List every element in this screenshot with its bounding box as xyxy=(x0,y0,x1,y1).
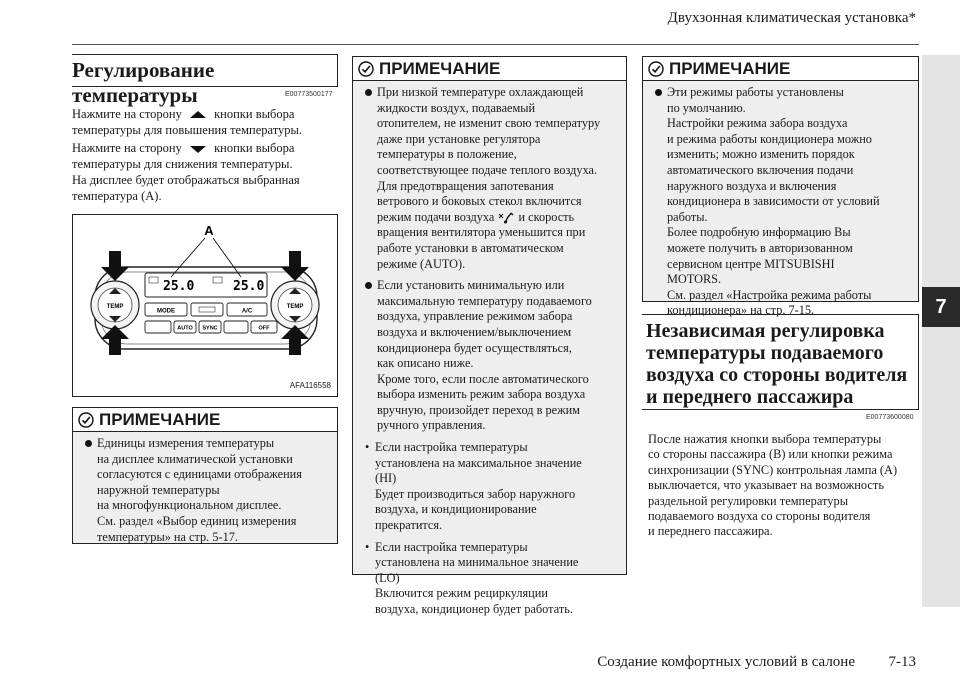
text-line: синхронизации (SYNC) контрольная лампа (A) xyxy=(648,462,898,477)
title-line: температуры подаваемого xyxy=(646,342,884,364)
text-line: как описано ниже. xyxy=(377,356,474,371)
title-line: и переднего пассажира xyxy=(646,386,854,408)
text: кнопки выбора xyxy=(214,141,295,155)
text: Нажмите на сторону xyxy=(72,107,182,121)
text-line: согласуются с единицами отображения xyxy=(97,467,302,482)
text-line: выключается, что указывает на возможность xyxy=(648,478,884,493)
note-default-modes xyxy=(642,56,919,318)
text-line: прекратится. xyxy=(375,518,443,533)
climate-panel-illustration xyxy=(73,215,337,396)
text: кнопки выбора xyxy=(214,107,295,121)
section-code: E00773500177 xyxy=(285,91,333,98)
section-title-temperature: Регулирование температуры xyxy=(72,54,338,87)
text-line: работе установки в автоматическом xyxy=(377,240,564,255)
text-line: MOTORS. xyxy=(667,272,722,287)
btn-ac-label: A/C xyxy=(241,308,253,315)
btn-sync-label: SYNC xyxy=(202,325,218,332)
knob-left-label: TEMP xyxy=(106,304,124,310)
btn-auto-label: AUTO xyxy=(177,325,193,332)
footer-section-title: Создание комфортных условий в салоне xyxy=(597,654,855,670)
text-line: сервисном центре MITSUBISHI xyxy=(667,256,835,271)
text: и скорость xyxy=(518,209,575,224)
text-line: воздуха, и кондиционирование xyxy=(375,502,537,517)
bullet-item xyxy=(363,278,618,434)
text-line: Кроме того, если после автоматического xyxy=(377,371,589,386)
text-line: Будет производиться забор наружного xyxy=(375,486,576,501)
check-icon xyxy=(78,412,94,428)
text-line: отопителем, не изменит свою температуру xyxy=(377,116,601,131)
chapter-number: 7 xyxy=(922,287,960,327)
text-line: раздельной регулировки температуры xyxy=(648,493,849,508)
bullet-item xyxy=(83,436,329,545)
note-title: ПРИМЕЧАНИЕ xyxy=(379,59,501,78)
chapter-title: Двухзонная климатическая установка* xyxy=(667,10,916,26)
title-line: Независимая регулировка xyxy=(646,320,885,342)
note-header xyxy=(353,57,626,81)
sub-item-lo xyxy=(363,540,618,618)
text-line-mode xyxy=(377,210,618,226)
text-line: работы. xyxy=(667,209,708,224)
note-header xyxy=(643,57,918,81)
text-line: режиме (AUTO). xyxy=(377,256,466,271)
paragraph-decrease xyxy=(72,140,338,204)
figure-code: AFA116558 xyxy=(289,381,331,390)
btn-off-label: OFF xyxy=(258,325,270,332)
text-line: Настройки режима забора воздуха xyxy=(667,116,848,131)
page-footer xyxy=(597,654,916,671)
text-line: изменить; можно изменить порядок xyxy=(667,147,855,162)
text-line: и режима работы кондиционера можно xyxy=(667,131,872,146)
callout-label: A xyxy=(204,223,214,238)
note-title: ПРИМЕЧАНИЕ xyxy=(99,410,221,429)
text-line: ветрового и боковых стекол включится xyxy=(377,194,582,209)
text-line: (LO) xyxy=(375,570,400,585)
text: температуры для повышения температуры. xyxy=(72,123,303,137)
note-title: ПРИМЕЧАНИЕ xyxy=(669,59,791,78)
text-line: температуры для снижения температуры. xyxy=(72,157,293,171)
text-line: выбора изменить режим забора воздуха xyxy=(377,387,586,402)
text-line: Более подробную информацию Вы xyxy=(667,225,851,240)
text-line: (HI) xyxy=(375,471,397,486)
text-line: воздуха, управление режимом забора xyxy=(377,309,573,324)
text-line: максимальную температуру подаваемого xyxy=(377,293,592,308)
text-line: соответствующее подаче теплого воздуха. xyxy=(377,162,598,177)
text-line: на дисплее климатической установки xyxy=(97,451,293,466)
text-line: вручную, произойдет переход в режим xyxy=(377,402,580,417)
text-line: жидкости воздух, подаваемый xyxy=(377,100,536,115)
note-header xyxy=(73,408,337,432)
text-line: кондиционера будет осуществляться, xyxy=(377,340,572,355)
text-line: На дисплее будет отображаться выбранная xyxy=(72,173,300,187)
note-low-temperature xyxy=(352,56,627,616)
text-line: Включится режим рециркуляции xyxy=(375,586,548,601)
text-line: наружного воздуха и включения xyxy=(667,178,837,193)
page-number: 7-13 xyxy=(888,654,916,670)
note-units xyxy=(72,407,338,544)
text-line: температуры» на стр. 5-17. xyxy=(97,529,238,544)
text-line: вращения вентилятора уменьшится при xyxy=(377,225,586,240)
title-line: воздуха со стороны водителя xyxy=(646,364,908,386)
text-line: Эти режимы работы установлены xyxy=(667,85,844,99)
text-line: См. раздел «Выбор единиц измерения xyxy=(97,513,297,528)
paragraph-independent xyxy=(648,432,920,540)
text-line: ручного управления. xyxy=(377,418,486,433)
check-icon xyxy=(648,61,664,77)
text-line: При низкой температуре охлаждающей xyxy=(377,85,584,99)
text-line: даже при установке регулятора xyxy=(377,131,541,146)
text-line: со стороны пассажира (B) или кнопки режима xyxy=(648,447,893,462)
text-line: можете получить в авторизованном xyxy=(667,240,853,255)
triangle-up-icon xyxy=(185,110,211,120)
section-code: E00773600080 xyxy=(866,414,914,421)
note-body xyxy=(643,81,918,323)
note-body xyxy=(353,81,626,622)
btn-mode-label: MODE xyxy=(157,308,175,315)
text-line: воздуха, кондиционер будет работать. xyxy=(375,602,573,616)
text-line: температура (A). xyxy=(72,189,162,203)
text-line: кондиционера» на стр. 7-15. xyxy=(667,303,815,318)
sub-item-hi xyxy=(363,440,618,534)
text-line: Если установить минимальную или xyxy=(377,278,565,293)
text: режим подачи воздуха xyxy=(377,209,495,224)
triangle-down-icon xyxy=(185,144,211,154)
defrost-mode-icon xyxy=(497,212,515,224)
text-line: автоматического включения подачи xyxy=(667,162,854,177)
text-line: • Если настройка температуры xyxy=(375,539,528,554)
text-line: и переднего пассажира. xyxy=(648,524,773,539)
text-line: наружной температуры xyxy=(97,482,220,497)
check-icon xyxy=(358,61,374,77)
knob-right-label: TEMP xyxy=(286,304,304,310)
text-line: установлена на максимальное значение xyxy=(375,455,582,470)
text-line: температуры в положение, xyxy=(377,147,517,162)
section-title-independent xyxy=(642,314,919,410)
header-rule xyxy=(72,44,919,45)
text-line: Для предотвращения запотевания xyxy=(377,178,554,193)
paragraph-increase xyxy=(72,106,338,138)
chapter-side-tab xyxy=(922,55,960,607)
text: Нажмите на сторону xyxy=(72,141,182,155)
bullet-item xyxy=(653,85,910,319)
text-line: установлена на минимальное значение xyxy=(375,555,579,570)
display-right-temp: 25.0 xyxy=(233,279,265,294)
text-line: кондиционера в зависимости от условий xyxy=(667,194,880,209)
climate-panel-figure xyxy=(72,214,338,397)
text-line: • Если настройка температуры xyxy=(375,440,528,455)
text-line: подаваемого воздуха со стороны водителя xyxy=(648,509,871,524)
text-line: Единицы измерения температуры xyxy=(97,436,275,450)
text-line: После нажатия кнопки выбора температуры xyxy=(648,432,882,446)
text-line: воздуха и включением/выключением xyxy=(377,324,572,339)
text-line: по умолчанию. xyxy=(667,100,746,115)
text-line: на многофункциональном дисплее. xyxy=(97,498,282,513)
display-left-temp: 25.0 xyxy=(163,279,195,294)
note-body xyxy=(73,432,337,549)
text-line: См. раздел «Настройка режима работы xyxy=(667,287,872,302)
bullet-item xyxy=(363,85,618,272)
